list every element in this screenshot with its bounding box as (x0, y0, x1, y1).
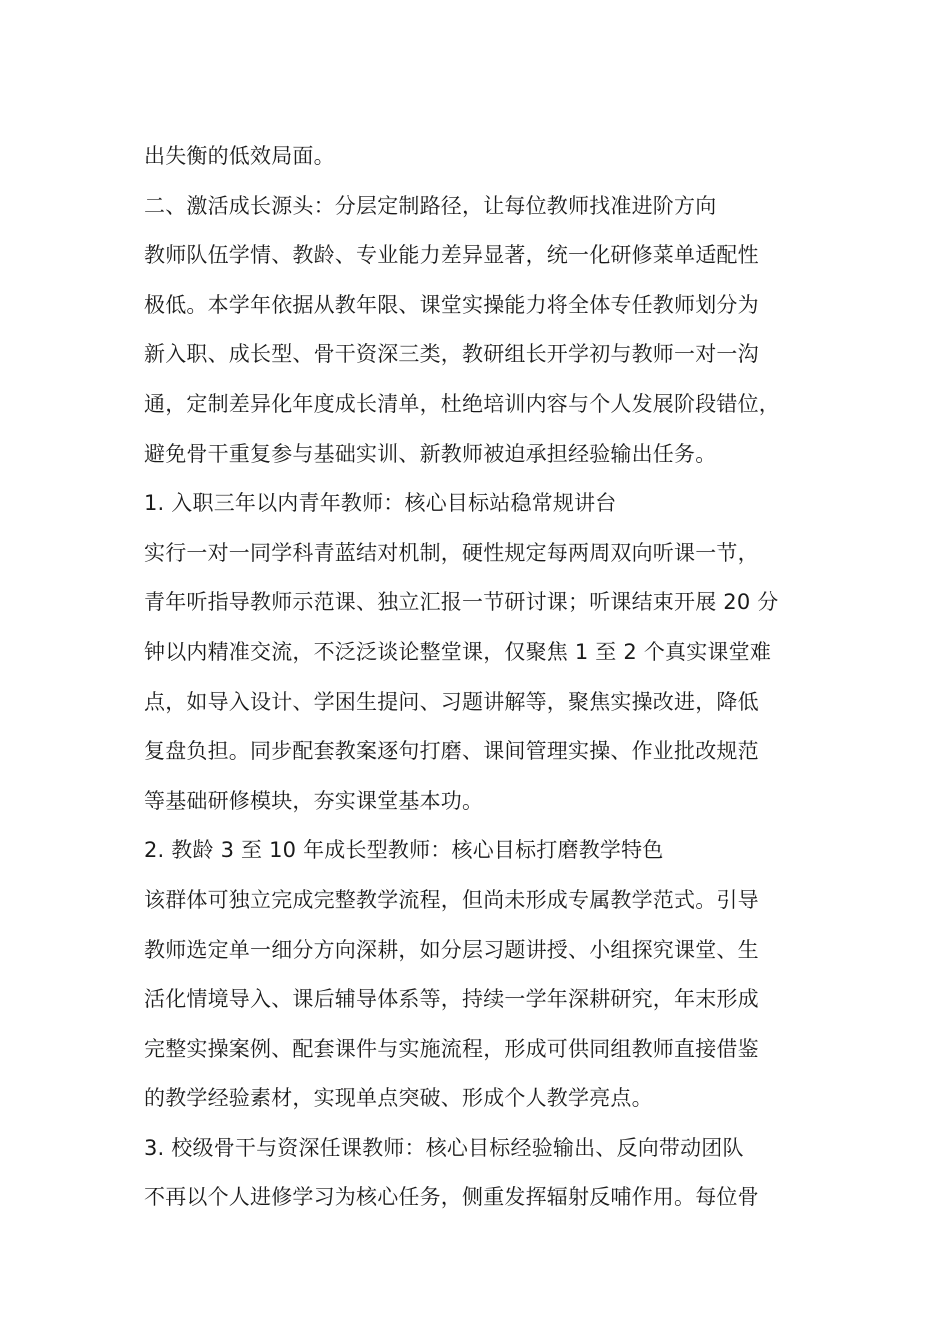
paragraph-line: 等基础研修模块，夯实课堂基本功。 (144, 788, 484, 813)
paragraph-line: 活化情境导入、课后辅导体系等，持续一学年深耕研究，年末形成 (144, 987, 759, 1012)
section-heading: 二、激活成长源头：分层定制路径，让每位教师找准进阶方向 (144, 193, 717, 218)
paragraph-line: 避免骨干重复参与基础实训、新教师被迫承担经验输出任务。 (144, 441, 717, 466)
subsection-heading: 1. 入职三年以内青年教师：核心目标站稳常规讲台 (144, 491, 617, 516)
document-body (144, 132, 834, 1223)
paragraph-line: 完整实操案例、配套课件与实施流程，形成可供同组教师直接借鉴 (144, 1036, 759, 1061)
paragraph-line: 青年听指导教师示范课、独立汇报一节研讨课；听课结束开展 20 分 (144, 590, 779, 615)
paragraph-line: 出失衡的低效局面。 (144, 144, 335, 168)
paragraph-line: 实行一对一同学科青蓝结对机制，硬性规定每两周双向听课一节， (144, 540, 759, 565)
subsection-heading: 2. 教龄 3 至 10 年成长型教师：核心目标打磨教学特色 (144, 838, 664, 863)
paragraph-line: 极低。本学年依据从教年限、课堂实操能力将全体专任教师划分为 (144, 292, 759, 317)
subsection-heading: 3. 校级骨干与资深任课教师：核心目标经验输出、反向带动团队 (144, 1135, 744, 1160)
paragraph-line: 点，如导入设计、学困生提问、习题讲解等，聚焦实操改进，降低 (144, 689, 759, 714)
paragraph-line: 教师队伍学情、教龄、专业能力差异显著，统一化研修菜单适配性 (144, 243, 759, 268)
paragraph-line: 的教学经验素材，实现单点突破、形成个人教学亮点。 (144, 1086, 653, 1111)
paragraph-line: 复盘负担。同步配套教案逐句打磨、课间管理实操、作业批改规范 (144, 739, 759, 764)
paragraph-line: 教师选定单一细分方向深耕，如分层习题讲授、小组探究课堂、生 (144, 937, 759, 962)
paragraph-line: 不再以个人进修学习为核心任务，侧重发挥辐射反哺作用。每位骨 (144, 1185, 759, 1210)
paragraph-line: 通，定制差异化年度成长清单，杜绝培训内容与个人发展阶段错位， (144, 391, 780, 416)
paragraph-line: 钟以内精准交流，不泛泛谈论整堂课，仅聚焦 1 至 2 个真实课堂难 (144, 639, 772, 664)
paragraph-line: 该群体可独立完成完整教学流程，但尚未形成专属教学范式。引导 (144, 887, 759, 912)
paragraph-line: 新入职、成长型、骨干资深三类，教研组长开学初与教师一对一沟 (144, 342, 759, 367)
